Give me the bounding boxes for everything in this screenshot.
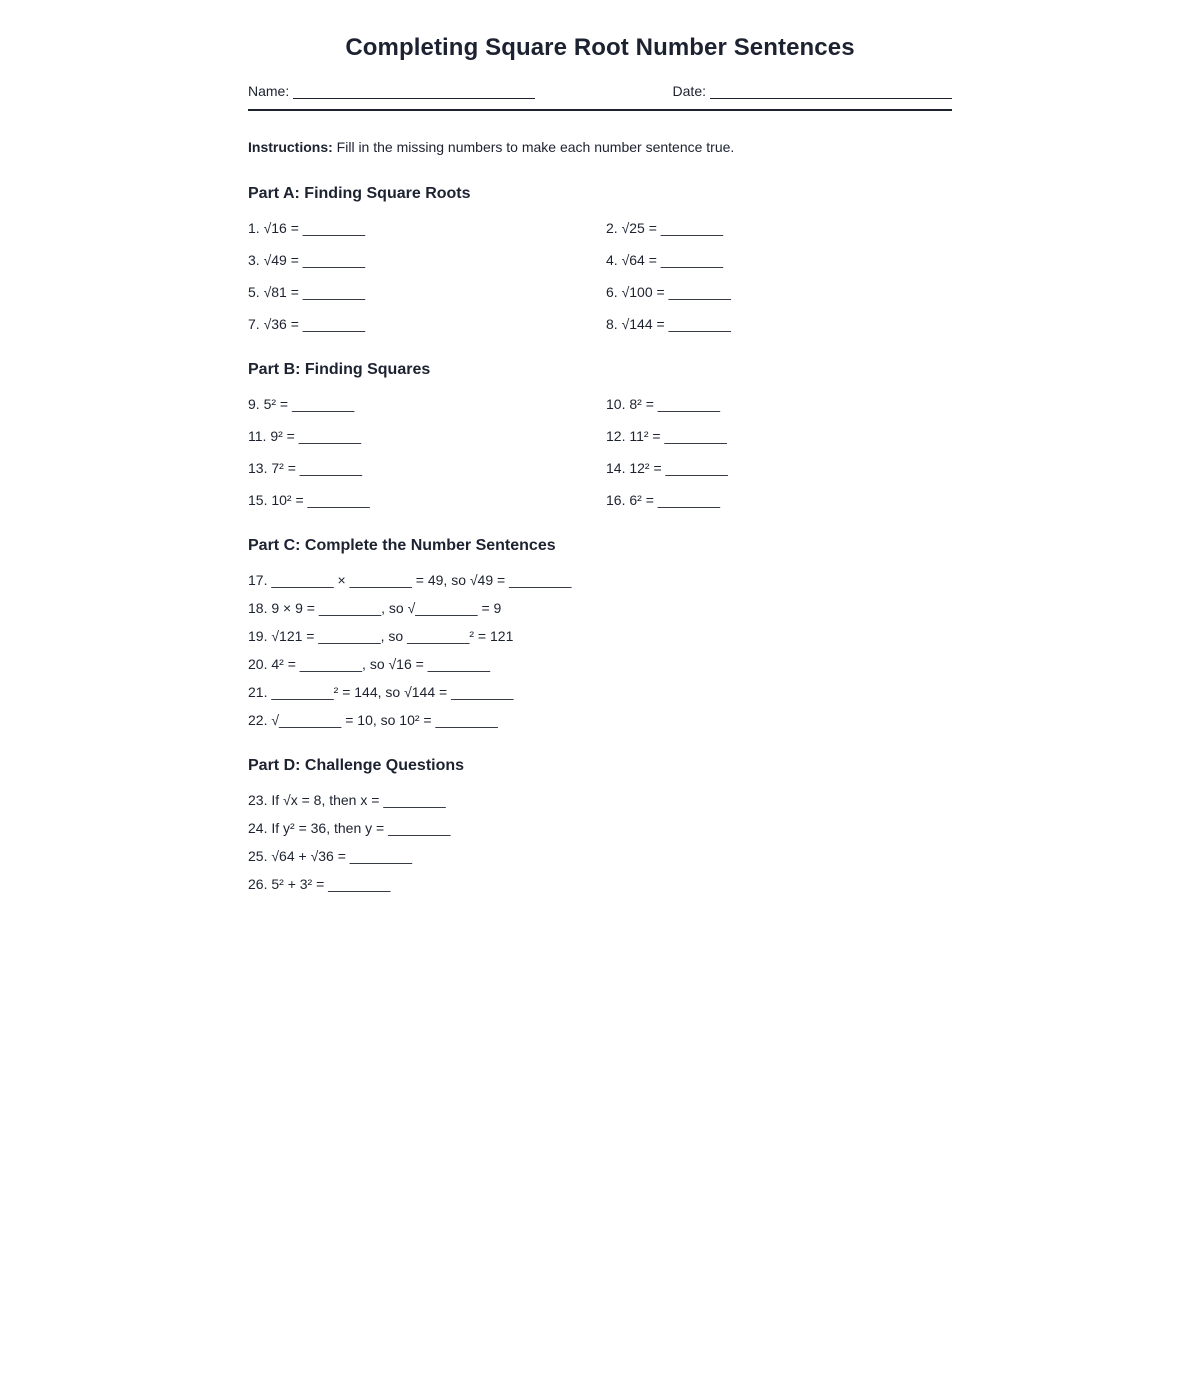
page-title: Completing Square Root Number Sentences <box>345 34 855 61</box>
part-d-title: Part D: Challenge Questions <box>248 757 465 774</box>
question-1: 1. √16 = ________ <box>248 220 366 236</box>
question-26: 26. 5² + 3² = ________ <box>248 876 391 892</box>
question-25: 25. √64 + √36 = ________ <box>248 848 413 864</box>
question-20: 20. 4² = ________, so √16 = ________ <box>248 656 490 672</box>
part-d-questions <box>248 791 952 893</box>
question-21: 21. ________² = 144, so √144 = ________ <box>248 684 514 700</box>
question-15: 15. 10² = ________ <box>248 492 370 508</box>
question-6: 6. √100 = ________ <box>606 284 731 300</box>
question-16: 16. 6² = ________ <box>606 492 721 508</box>
date-blank[interactable] <box>710 82 952 99</box>
question-4: 4. √64 = ________ <box>606 252 724 268</box>
question-17: 17. ________ × ________ = 49, so √49 = ________ <box>248 572 572 588</box>
question-10: 10. 8² = ________ <box>606 396 721 412</box>
question-13: 13. 7² = ________ <box>248 460 363 476</box>
part-c-title: Part C: Complete the Number Sentences <box>248 537 556 554</box>
question-18: 18. 9 × 9 = ________, so √________ = 9 <box>248 600 502 616</box>
question-8: 8. √144 = ________ <box>606 316 731 332</box>
part-b-questions <box>248 395 952 509</box>
question-11: 11. 9² = ________ <box>248 428 362 444</box>
part-c-questions <box>248 571 952 729</box>
worksheet-page <box>248 0 952 893</box>
worksheet-header <box>248 82 952 111</box>
question-5: 5. √81 = ________ <box>248 284 366 300</box>
part-a-questions <box>248 219 952 333</box>
part-b-title: Part B: Finding Squares <box>248 361 431 378</box>
question-3: 3. √49 = ________ <box>248 252 366 268</box>
name-blank[interactable] <box>293 82 535 99</box>
question-9: 9. 5² = ________ <box>248 396 355 412</box>
instructions-text: Fill in the missing numbers to make each number sentence true. <box>332 139 735 155</box>
question-23: 23. If √x = 8, then x = ________ <box>248 792 446 808</box>
question-24: 24. If y² = 36, then y = ________ <box>248 820 451 836</box>
question-22: 22. √________ = 10, so 10² = ________ <box>248 712 498 728</box>
instructions-label: Instructions: <box>248 139 333 155</box>
question-14: 14. 12² = ________ <box>606 460 728 476</box>
date-field <box>673 82 952 99</box>
question-19: 19. √121 = ________, so ________² = 121 <box>248 628 514 644</box>
date-label: Date: <box>672 83 706 99</box>
question-12: 12. 11² = ________ <box>606 428 727 444</box>
name-field <box>248 82 535 99</box>
instructions <box>248 137 952 157</box>
part-a-title: Part A: Finding Square Roots <box>248 185 471 202</box>
question-7: 7. √36 = ________ <box>248 316 366 332</box>
name-label: Name: <box>248 83 290 99</box>
question-2: 2. √25 = ________ <box>606 220 724 236</box>
